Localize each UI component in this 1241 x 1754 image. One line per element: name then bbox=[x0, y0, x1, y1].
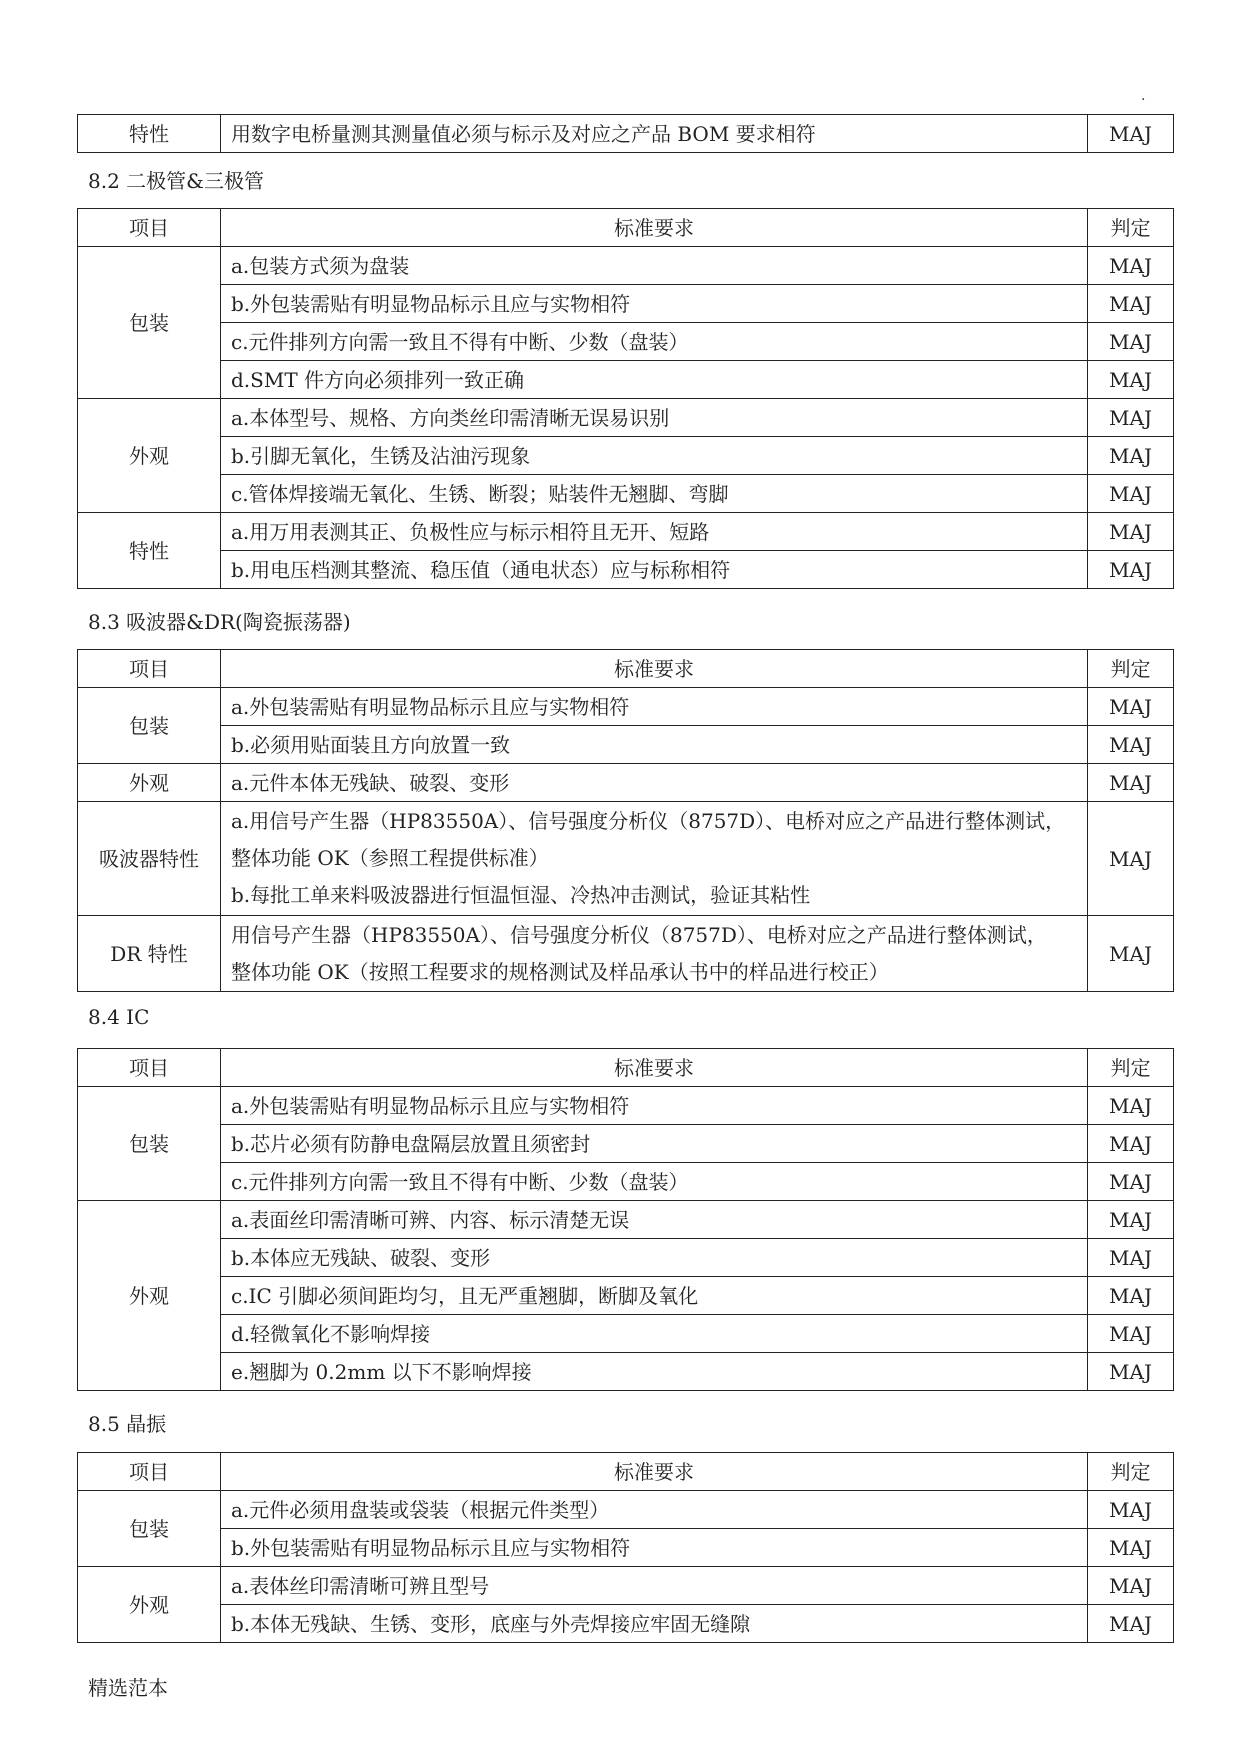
spec-table-8-3 bbox=[77, 649, 1174, 992]
table-row bbox=[78, 115, 1174, 153]
requirement-cell: a.用万用表测其正、负极性应与标示相符且无开、短路 bbox=[221, 513, 1088, 551]
requirement-cell: d.SMT 件方向必须排列一致正确 bbox=[221, 361, 1088, 399]
table-row bbox=[78, 916, 1174, 992]
item-cell: 特性 bbox=[78, 115, 221, 153]
table-row bbox=[78, 1201, 1174, 1239]
header-item: 项目 bbox=[78, 209, 221, 247]
footer-text: 精选范本 bbox=[88, 1676, 168, 1700]
judgement-cell: MAJ bbox=[1088, 1087, 1174, 1125]
table-row bbox=[78, 1239, 1174, 1277]
table-row bbox=[78, 551, 1174, 589]
judgement-cell: MAJ bbox=[1088, 1605, 1174, 1643]
header-judgement: 判定 bbox=[1088, 650, 1174, 688]
judgement-cell: MAJ bbox=[1088, 802, 1174, 916]
section-title-8-4: 8.4 IC bbox=[88, 1005, 150, 1029]
table-row bbox=[78, 1529, 1174, 1567]
item-cell: 外观 bbox=[78, 764, 221, 802]
table-header-row bbox=[78, 1453, 1174, 1491]
judgement-cell: MAJ bbox=[1088, 764, 1174, 802]
table-row bbox=[78, 1277, 1174, 1315]
item-cell: DR 特性 bbox=[78, 916, 221, 992]
table-row bbox=[78, 475, 1174, 513]
judgement-cell: MAJ bbox=[1088, 1163, 1174, 1201]
table-header-row bbox=[78, 209, 1174, 247]
item-cell: 包装 bbox=[78, 247, 221, 399]
requirement-cell: a.元件本体无残缺、破裂、变形 bbox=[221, 764, 1088, 802]
judgement-cell: MAJ bbox=[1088, 1529, 1174, 1567]
item-cell: 外观 bbox=[78, 399, 221, 513]
judgement-cell: MAJ bbox=[1088, 1277, 1174, 1315]
judgement-cell: MAJ bbox=[1088, 688, 1174, 726]
table-row bbox=[78, 247, 1174, 285]
requirement-cell: a.包装方式须为盘装 bbox=[221, 247, 1088, 285]
requirement-cell: a.本体型号、规格、方向类丝印需清晰无误易识别 bbox=[221, 399, 1088, 437]
requirement-cell: a.元件必须用盘装或袋装（根据元件类型） bbox=[221, 1491, 1088, 1529]
judgement-cell: MAJ bbox=[1088, 115, 1174, 153]
table-row bbox=[78, 513, 1174, 551]
table-row bbox=[78, 1491, 1174, 1529]
table-row bbox=[78, 285, 1174, 323]
table-row bbox=[78, 323, 1174, 361]
judgement-cell: MAJ bbox=[1088, 1239, 1174, 1277]
requirement-line: a.用信号产生器（HP83550A）、信号强度分析仪（8757D）、电桥对应之产品进行整体测试， bbox=[231, 809, 1066, 833]
judgement-cell: MAJ bbox=[1088, 437, 1174, 475]
item-cell: 包装 bbox=[78, 1491, 221, 1567]
table-row bbox=[78, 1125, 1174, 1163]
table-row bbox=[78, 1605, 1174, 1643]
judgement-cell: MAJ bbox=[1088, 551, 1174, 589]
requirement-line: 用信号产生器（HP83550A）、信号强度分析仪（8757D）、电桥对应之产品进行整体测试， bbox=[231, 922, 1047, 947]
table-row bbox=[78, 764, 1174, 802]
requirement-cell: b.本体无残缺、生锈、变形，底座与外壳焊接应牢固无缝隙 bbox=[221, 1605, 1088, 1643]
judgement-cell: MAJ bbox=[1088, 513, 1174, 551]
judgement-cell: MAJ bbox=[1088, 323, 1174, 361]
table-header-row bbox=[78, 1049, 1174, 1087]
table-header-row bbox=[78, 650, 1174, 688]
requirement-cell: c.元件排列方向需一致且不得有中断、少数（盘装） bbox=[221, 323, 1088, 361]
table-row bbox=[78, 688, 1174, 726]
item-cell: 特性 bbox=[78, 513, 221, 589]
requirement-cell: c.IC 引脚必须间距均匀，且无严重翘脚，断脚及氧化 bbox=[221, 1277, 1088, 1315]
judgement-cell: MAJ bbox=[1088, 1491, 1174, 1529]
requirement-cell: d.轻微氧化不影响焊接 bbox=[221, 1315, 1088, 1353]
top-spec-table bbox=[77, 114, 1174, 153]
table-row bbox=[78, 802, 1174, 916]
table-row bbox=[78, 1353, 1174, 1391]
header-judgement: 判定 bbox=[1088, 1049, 1174, 1087]
requirement-cell: 用数字电桥量测其测量值必须与标示及对应之产品 BOM 要求相符 bbox=[221, 115, 1088, 153]
judgement-cell: MAJ bbox=[1088, 361, 1174, 399]
item-cell: 外观 bbox=[78, 1567, 221, 1643]
requirement-line: b.每批工单来料吸波器进行恒温恒湿、冷热冲击测试，验证其粘性 bbox=[231, 883, 811, 907]
header-requirement: 标准要求 bbox=[221, 650, 1088, 688]
header-requirement: 标准要求 bbox=[221, 1049, 1088, 1087]
requirement-cell: c.管体焊接端无氧化、生锈、断裂；贴装件无翘脚、弯脚 bbox=[221, 475, 1088, 513]
judgement-cell: MAJ bbox=[1088, 399, 1174, 437]
judgement-cell: MAJ bbox=[1088, 1315, 1174, 1353]
spec-table-8-5 bbox=[77, 1452, 1174, 1643]
requirement-cell: a.外包装需贴有明显物品标示且应与实物相符 bbox=[221, 1087, 1088, 1125]
header-judgement: 判定 bbox=[1088, 209, 1174, 247]
judgement-cell: MAJ bbox=[1088, 247, 1174, 285]
section-title-8-3: 8.3 吸波器&DR(陶瓷振荡器) bbox=[88, 610, 351, 634]
table-row bbox=[78, 1087, 1174, 1125]
item-cell: 吸波器特性 bbox=[78, 802, 221, 916]
page-mark: . bbox=[1141, 88, 1146, 104]
table-row bbox=[78, 726, 1174, 764]
header-judgement: 判定 bbox=[1088, 1453, 1174, 1491]
header-requirement: 标准要求 bbox=[221, 1453, 1088, 1491]
requirement-cell: e.翘脚为 0.2mm 以下不影响焊接 bbox=[221, 1353, 1088, 1391]
requirement-cell: b.必须用贴面装且方向放置一致 bbox=[221, 726, 1088, 764]
requirement-cell: b.外包装需贴有明显物品标示且应与实物相符 bbox=[221, 285, 1088, 323]
section-title-8-2: 8.2 二极管&三极管 bbox=[88, 169, 264, 193]
item-cell: 包装 bbox=[78, 688, 221, 764]
header-item: 项目 bbox=[78, 650, 221, 688]
section-title-8-5: 8.5 晶振 bbox=[88, 1412, 167, 1436]
requirement-line: 整体功能 OK（参照工程提供标准） bbox=[231, 846, 549, 870]
requirement-cell: a.表体丝印需清晰可辨且型号 bbox=[221, 1567, 1088, 1605]
spec-table-8-4 bbox=[77, 1048, 1174, 1391]
table-row bbox=[78, 399, 1174, 437]
table-row bbox=[78, 1315, 1174, 1353]
requirement-cell: b.芯片必须有防静电盘隔层放置且须密封 bbox=[221, 1125, 1088, 1163]
table-row bbox=[78, 437, 1174, 475]
requirement-cell bbox=[221, 802, 1088, 916]
header-item: 项目 bbox=[78, 1049, 221, 1087]
judgement-cell: MAJ bbox=[1088, 285, 1174, 323]
requirement-cell: b.本体应无残缺、破裂、变形 bbox=[221, 1239, 1088, 1277]
requirement-line: 整体功能 OK（按照工程要求的规格测试及样品承认书中的样品进行校正） bbox=[231, 959, 889, 984]
judgement-cell: MAJ bbox=[1088, 1353, 1174, 1391]
header-requirement: 标准要求 bbox=[221, 209, 1088, 247]
requirement-cell: b.外包装需贴有明显物品标示且应与实物相符 bbox=[221, 1529, 1088, 1567]
table-row bbox=[78, 1567, 1174, 1605]
judgement-cell: MAJ bbox=[1088, 916, 1174, 992]
requirement-cell: b.用电压档测其整流、稳压值（通电状态）应与标称相符 bbox=[221, 551, 1088, 589]
header-item: 项目 bbox=[78, 1453, 221, 1491]
item-cell: 包装 bbox=[78, 1087, 221, 1201]
requirement-cell: c.元件排列方向需一致且不得有中断、少数（盘装） bbox=[221, 1163, 1088, 1201]
requirement-cell: b.引脚无氧化，生锈及沾油污现象 bbox=[221, 437, 1088, 475]
judgement-cell: MAJ bbox=[1088, 1567, 1174, 1605]
judgement-cell: MAJ bbox=[1088, 726, 1174, 764]
item-cell: 外观 bbox=[78, 1201, 221, 1391]
requirement-cell bbox=[221, 916, 1088, 992]
judgement-cell: MAJ bbox=[1088, 1125, 1174, 1163]
spec-table-8-2 bbox=[77, 208, 1174, 589]
requirement-cell: a.表面丝印需清晰可辨、内容、标示清楚无误 bbox=[221, 1201, 1088, 1239]
judgement-cell: MAJ bbox=[1088, 1201, 1174, 1239]
table-row bbox=[78, 1163, 1174, 1201]
judgement-cell: MAJ bbox=[1088, 475, 1174, 513]
table-row bbox=[78, 361, 1174, 399]
requirement-cell: a.外包装需贴有明显物品标示且应与实物相符 bbox=[221, 688, 1088, 726]
